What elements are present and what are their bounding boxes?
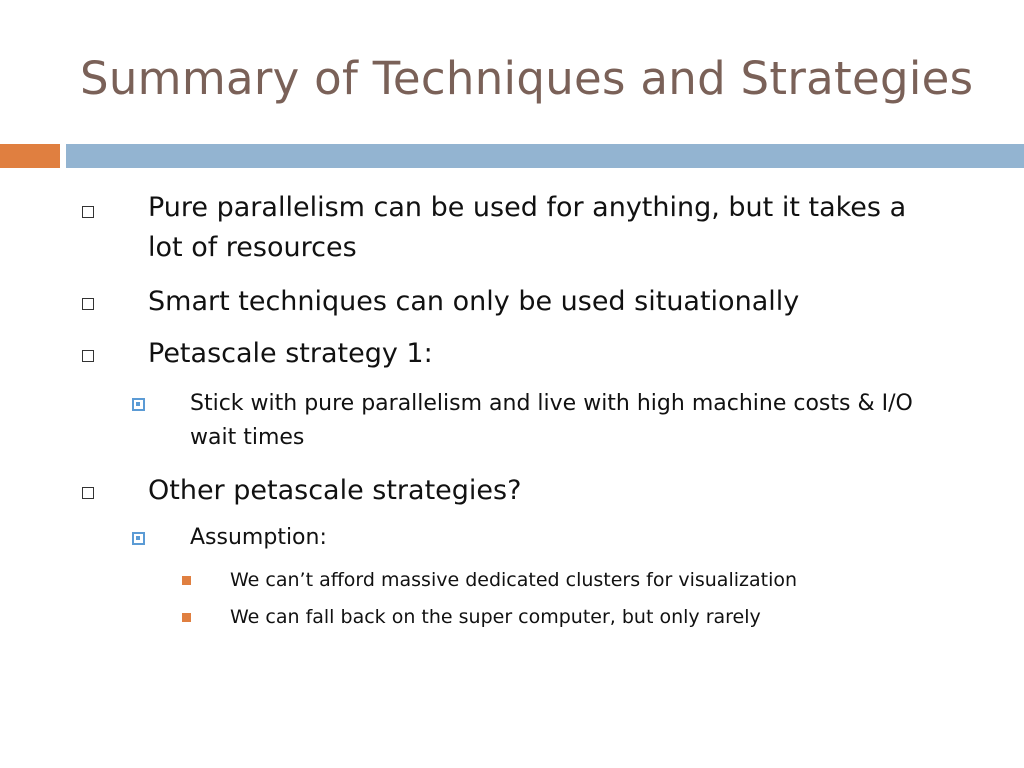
hollow-square-bullet-icon xyxy=(82,350,94,362)
bullet-text: Petascale strategy 1: xyxy=(148,338,433,369)
sub-bullet-text: Stick with pure parallelism and live with high machine costs & I/O wait times xyxy=(190,391,913,450)
hollow-square-bullet-icon xyxy=(82,298,94,310)
filled-square-bullet-icon xyxy=(182,576,191,585)
framed-square-bullet-icon xyxy=(132,532,145,545)
bullet-text: Pure parallelism can be used for anything, but it takes a lot of resources xyxy=(148,192,907,263)
bullet-text: Other petascale strategies? xyxy=(148,475,522,506)
filled-square-bullet-icon xyxy=(182,613,191,622)
title-rule-accent xyxy=(0,144,60,168)
sub-sub-bullet-text: We can’t afford massive dedicated clusters for visualization xyxy=(230,569,798,591)
framed-square-bullet-icon xyxy=(132,398,145,411)
slide-title: Summary of Techniques and Strategies xyxy=(80,52,974,105)
title-rule xyxy=(66,144,1024,168)
bullet-text: Smart techniques can only be used situationally xyxy=(148,286,800,317)
hollow-square-bullet-icon xyxy=(82,487,94,499)
hollow-square-bullet-icon xyxy=(82,206,94,218)
sub-bullet-text: Assumption: xyxy=(190,525,327,550)
sub-sub-bullet-text: We can fall back on the super computer, but only rarely xyxy=(230,606,761,628)
